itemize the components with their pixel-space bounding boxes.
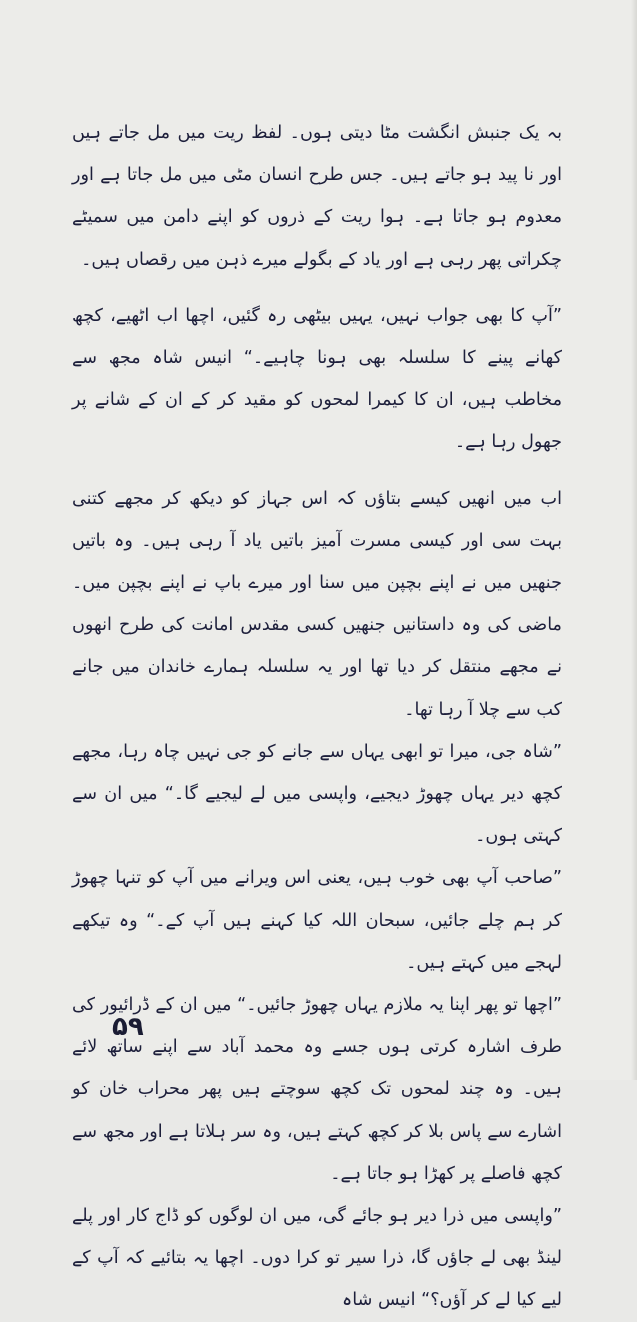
- urdu-text-body: [72, 112, 562, 1322]
- paragraph-7: ”واپسی میں ذرا دیر ہو جائے گی، میں ان لوگوں کو ڈاج کار اور پلے لینڈ بھی لے جاؤں گا، ذرا سیر تو کرا دوں۔ اچھا یہ بتائیے کہ آپ کے لیے کیا لے کر آؤں؟“ انیس شاہ: [72, 1206, 562, 1311]
- paragraph-5: ”صاحب آپ بھی خوب ہیں، یعنی اس ویرانے میں آپ کو تنہا چھوڑ کر ہم چلے جائیں، سبحان اللہ کیا کہنے ہیں آپ کے۔“ وہ تیکھے لہجے میں کہتے ہیں۔: [72, 868, 562, 973]
- paragraph-6: ”اچھا تو پھر اپنا یہ ملازم یہاں چھوڑ جائیں۔“ میں ان کے ڈرائیور کی طرف اشارہ کرتی ہوں جسے وہ محمد آباد سے اپنے ساتھ لائے ہیں۔ وہ چند لمحوں تک کچھ سوچتے ہیں پھر محراب خان کو اشارے سے پاس بلا کر کچھ کہتے ہیں، وہ سر ہلاتا ہے اور مجھ سے کچھ فاصلے پر کھڑا ہو جاتا ہے۔: [72, 995, 562, 1184]
- paragraph-1: بہ یک جنبش انگشت مٹا دیتی ہوں۔ لفظ ریت میں مل جاتے ہیں اور نا پید ہو جاتے ہیں۔ جس طرح انسان مٹی میں مل جاتا ہے اور معدوم ہو جاتا ہے۔ ہوا ریت کے ذروں کو اپنے دامن میں سمیٹے چکراتی پھر رہی ہے اور یاد کے بگولے میرے ذہن میں رقصاں ہیں۔: [72, 123, 562, 270]
- paragraph-3: اب میں انھیں کیسے بتاؤں کہ اس جہاز کو دیکھ کر مجھے کتنی بہت سی اور کیسی مسرت آمیز باتیں یاد آ رہی ہیں۔ وہ باتیں جنھیں میں نے اپنے بچپن میں سنا اور میرے باپ نے اپنے بچپن میں۔ ماضی کی وہ داستانیں جنھیں کسی مقدس امانت کی طرح انھوں نے مجھے منتقل کر دیا تھا اور یہ سلسلہ ہمارے خاندان میں جانے کب سے چلا آ رہا تھا۔: [72, 488, 562, 720]
- page-number: ۵۹: [112, 1012, 144, 1042]
- paragraph-4: ”شاہ جی، میرا تو ابھی یہاں سے جانے کو جی نہیں چاہ رہا، مجھے کچھ دیر یہاں چھوڑ دیجیے، واپسی میں لے لیجیے گا۔“ میں ان سے کہتی ہوں۔: [72, 741, 562, 847]
- page-edge-shadow: [631, 0, 637, 1080]
- paragraph-2: ”آپ کا بھی جواب نہیں، یہیں بیٹھی رہ گئیں، اچھا اب اٹھیے، کچھ کھانے پینے کا سلسلہ بھی ہونا چاہیے۔“ انیس شاہ مجھ سے مخاطب ہیں، ان کا کیمرا لمحوں کو مقید کر کے ان کے شانے پر جھول رہا ہے۔: [72, 305, 562, 453]
